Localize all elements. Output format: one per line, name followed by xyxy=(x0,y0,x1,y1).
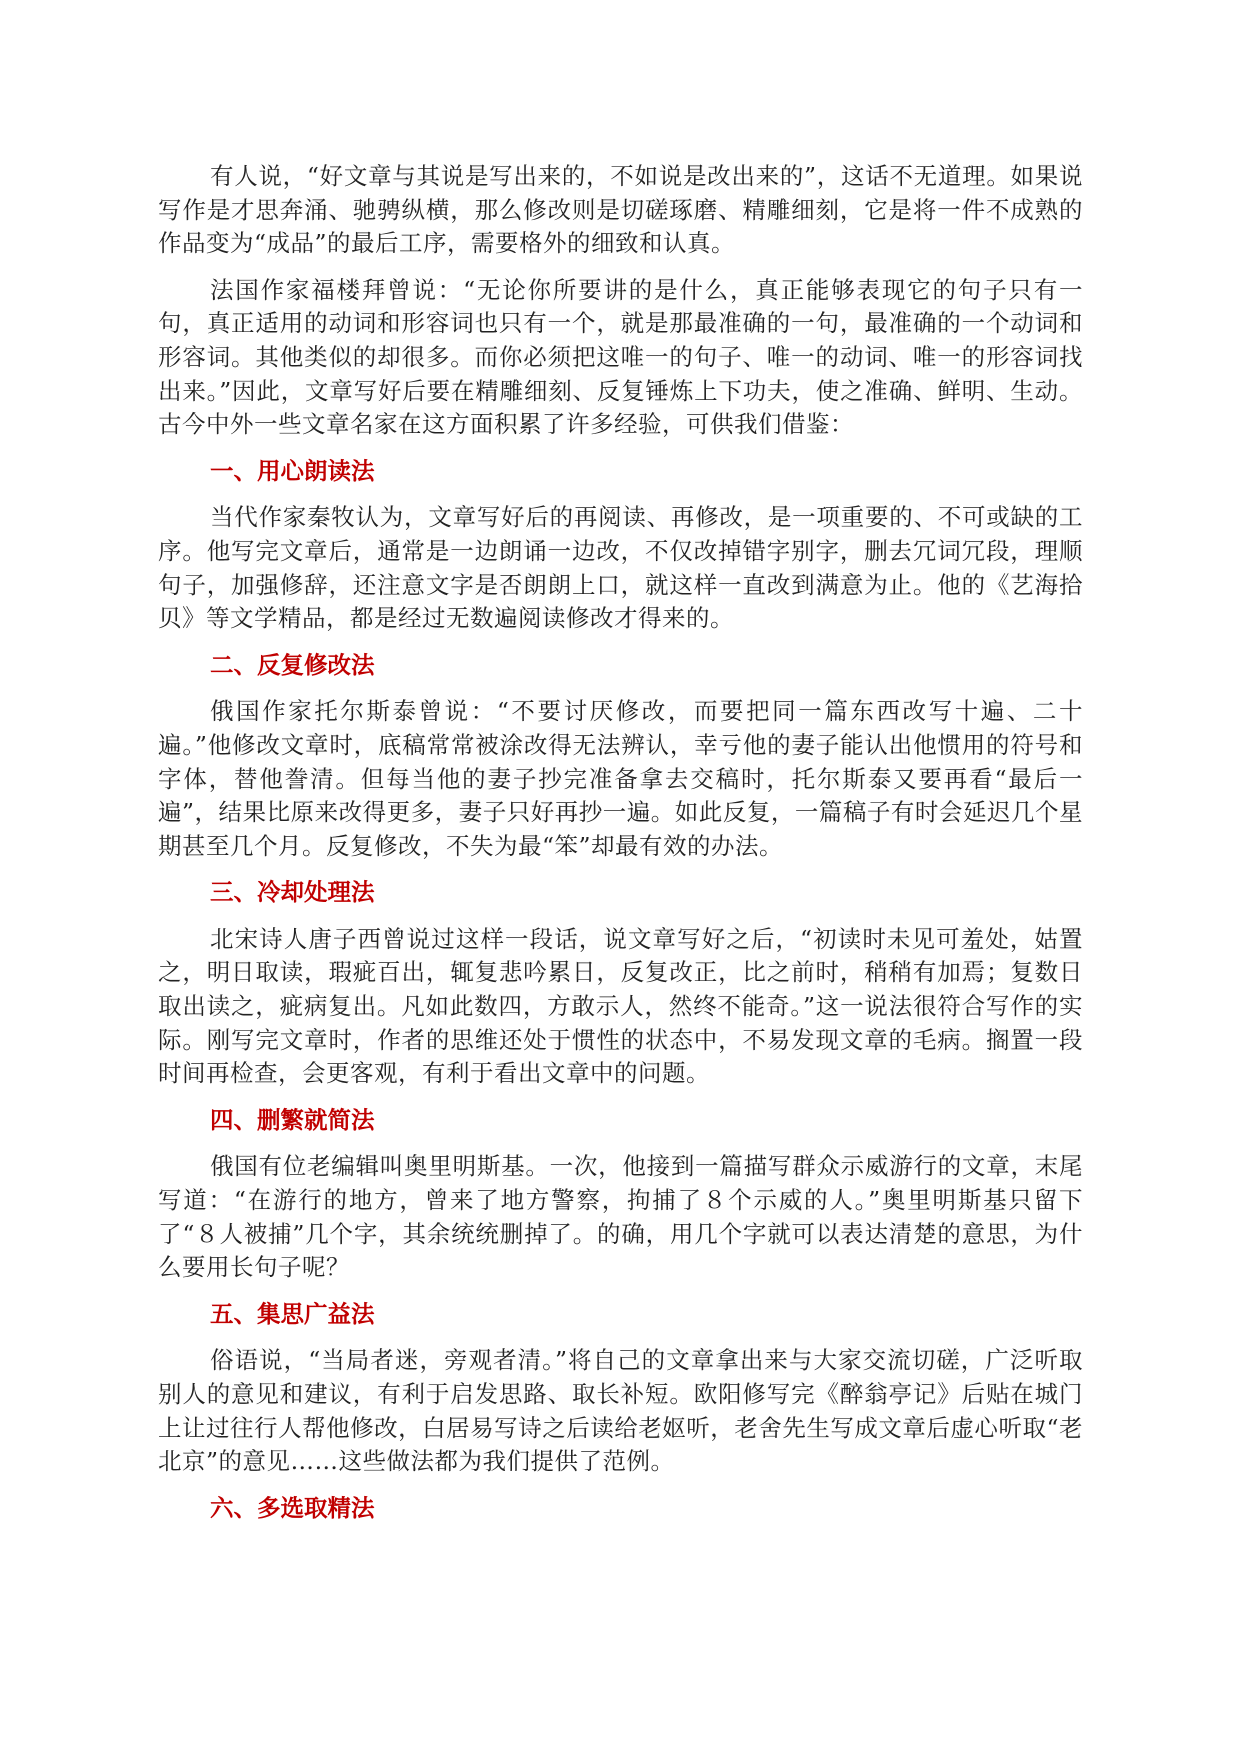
section-paragraph-5: 俗语说，“当局者迷，旁观者清。”将自己的文章拿出来与大家交流切磋，广泛听取别人的意见和建议，有利于启发思路、取长补短。欧阳修写完《醉翁亭记》后贴在城门上让过往行人帮他修改，白居易写诗之后读给老妪听，老舍先生写成文章后虚心听取“老北京”的意见……这些做法都为我们提供了范例。 xyxy=(158,1346,1083,1476)
section-heading-1: 一、用心朗读法 xyxy=(210,456,375,485)
section-heading-3: 三、冷却处理法 xyxy=(210,878,375,907)
section-paragraph-1: 当代作家秦牧认为，文章写好后的再阅读、再修改，是一项重要的、不可或缺的工序。他写完文章后，通常是一边朗诵一边改，不仅改掉错字别字，删去冗词冗段，理顺句子，加强修辞，还注意文字是否朗朗上口，就这样一直改到满意为止。他的《艺海拾贝》等文学精品，都是经过无数遍阅读修改才得来的。 xyxy=(158,503,1083,633)
section-paragraph-4: 俄国有位老编辑叫奥里明斯基。一次，他接到一篇描写群众示威游行的文章，末尾写道：“在游行的地方，曾来了地方警察，拘捕了８个示威的人。”奥里明斯基只留下了“８人被捕”几个字，其余统统删掉了。的确，用几个字就可以表达清楚的意思，为什么要用长句子呢？ xyxy=(158,1152,1083,1282)
section-heading-4: 四、删繁就简法 xyxy=(210,1105,375,1134)
intro-paragraph-1: 有人说，“好文章与其说是写出来的，不如说是改出来的”，这话不无道理。如果说写作是才思奔涌、驰骋纵横，那么修改则是切磋琢磨、精雕细刻，它是将一件不成熟的作品变为“成品”的最后工序，需要格外的细致和认真。 xyxy=(158,162,1083,258)
section-paragraph-2: 俄国作家托尔斯泰曾说：“不要讨厌修改，而要把同一篇东西改写十遍、二十遍。”他修改文章时，底稿常常被涂改得无法辨认，幸亏他的妻子能认出他惯用的符号和字体，替他誊清。但每当他的妻子抄完准备拿去交稿时，托尔斯泰又要再看“最后一遍”，结果比原来改得更多，妻子只好再抄一遍。如此反复，一篇稿子有时会延迟几个星期甚至几个月。反复修改，不失为最“笨”却最有效的办法。 xyxy=(158,697,1083,860)
section-heading-5: 五、集思广益法 xyxy=(210,1299,375,1328)
article-body xyxy=(158,160,1083,1538)
section-paragraph-3: 北宋诗人唐子西曾说过这样一段话，说文章写好之后，“初读时未见可羞处，姑置之，明日取读，瑕疵百出，辄复悲吟累日，反复改正，比之前时，稍稍有加焉；复数日取出读之，疵病复出。凡如此数四，方敢示人，然终不能奇。”这一说法很符合写作的实际。刚写完文章时，作者的思维还处于惯性的状态中，不易发现文章的毛病。搁置一段时间再检查，会更客观，有利于看出文章中的问题。 xyxy=(158,924,1083,1088)
intro-paragraph-2: 法国作家福楼拜曾说：“无论你所要讲的是什么，真正能够表现它的句子只有一句，真正适用的动词和形容词也只有一个，就是那最准确的一句，最准确的一个动词和形容词。其他类似的却很多。而你必须把这唯一的句子、唯一的动词、唯一的形容词找出来。”因此，文章写好后要在精雕细刻、反复锤炼上下功夫，使之准确、鲜明、生动。古今中外一些文章名家在这方面积累了许多经验，可供我们借鉴： xyxy=(158,275,1083,439)
section-heading-6: 六、多选取精法 xyxy=(210,1493,375,1522)
section-heading-2: 二、反复修改法 xyxy=(210,650,375,679)
